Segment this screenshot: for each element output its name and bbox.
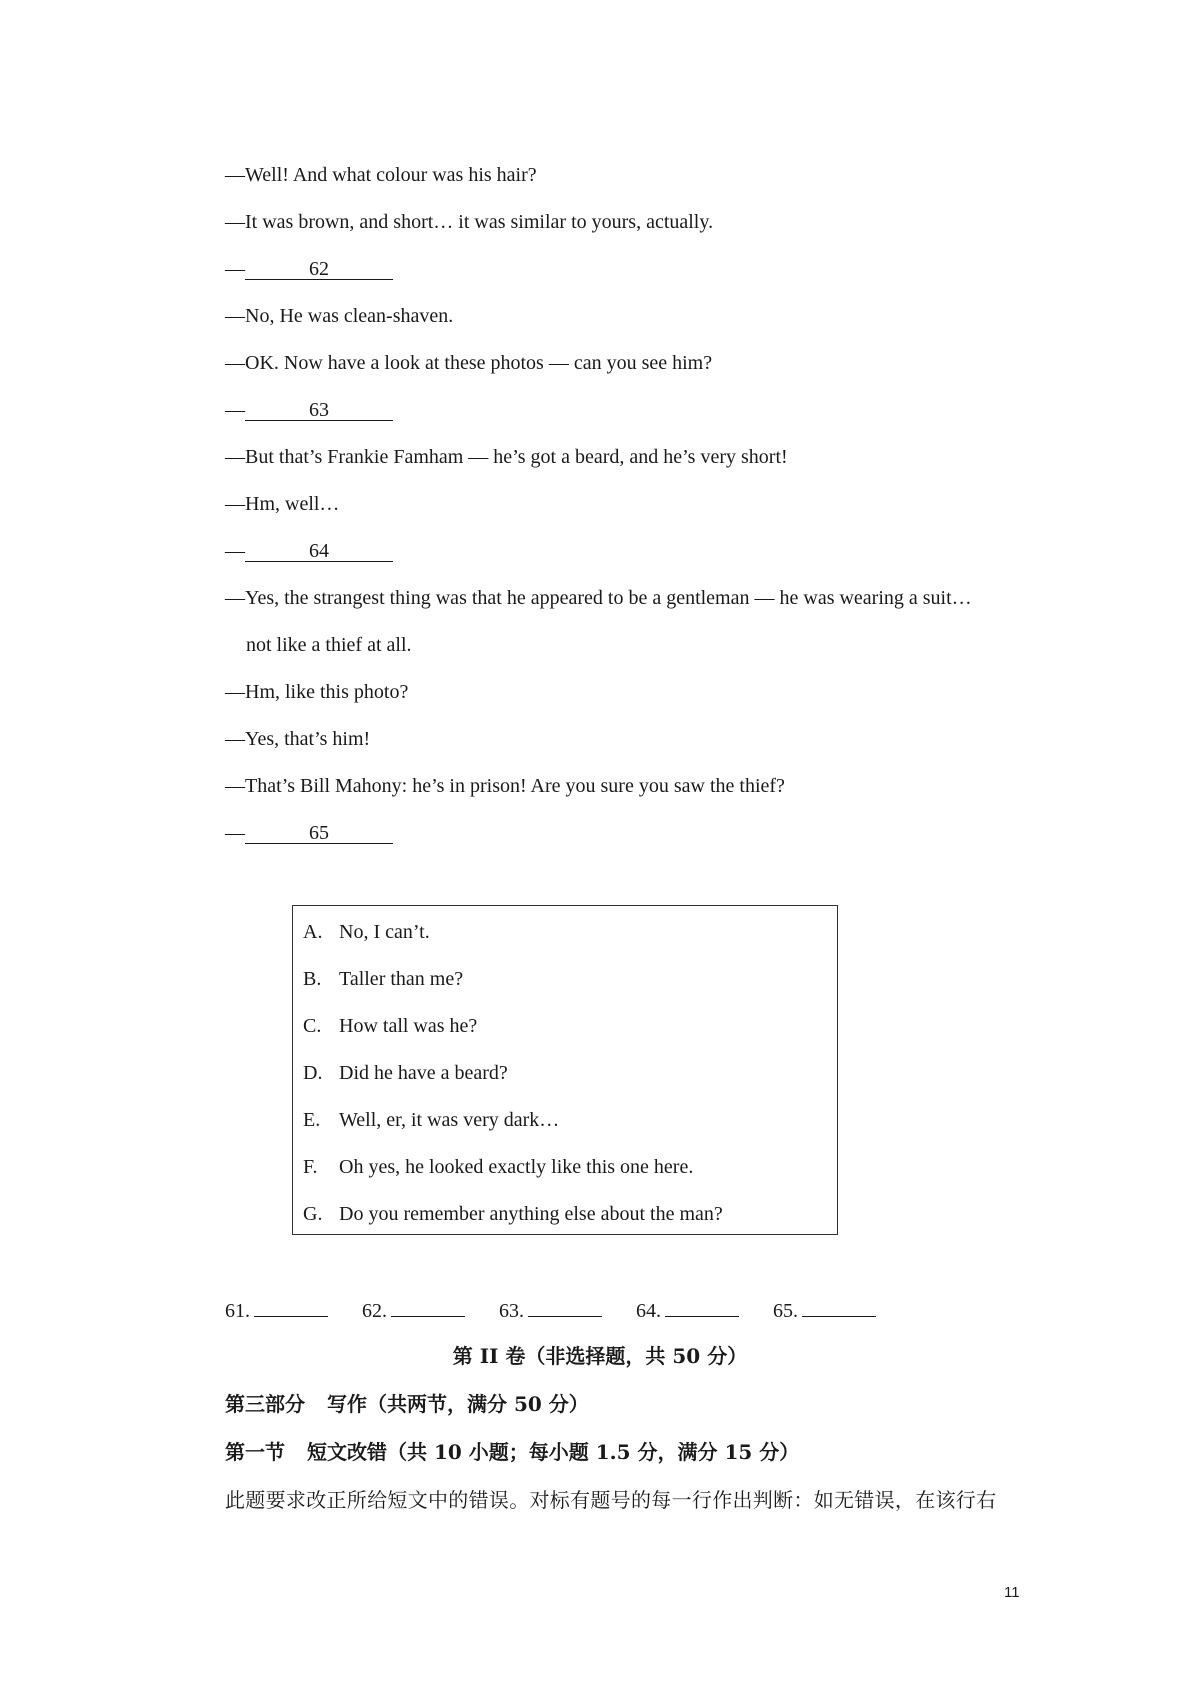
dialogue-line: —Well! And what colour was his hair? [225,164,537,186]
dialogue-dash: — [225,822,245,844]
answer-blank-65[interactable]: 65 [245,823,393,844]
option-text: Oh yes, he looked exactly like this one here. [339,1156,694,1178]
section-heading-text: 短文改错（共 10 小题；每小题 1.5 分，满分 15 分） [307,1440,800,1464]
option-g [303,1202,723,1226]
answer-line[interactable] [528,1298,602,1317]
option-text: Well, er, it was very dark… [339,1109,560,1131]
dialogue-line: —But that’s Frankie Famham — he’s got a beard, and he’s very short! [225,446,788,468]
answer-item-61 [225,1298,328,1323]
option-f [303,1155,693,1179]
answer-line[interactable] [391,1298,465,1317]
dialogue-line: —No, He was clean-shaven. [225,305,454,327]
option-text: Taller than me? [339,968,464,990]
instruction-text: 此题要求改正所给短文中的错误。对标有题号的每一行作出判断：如无错误，在该行右 [225,1488,997,1512]
dialogue-line-continued: not like a thief at all. [246,634,412,656]
option-a [303,920,430,944]
option-text: Did he have a beard? [339,1062,508,1084]
part-heading-label: 第三部分 [225,1392,305,1416]
answer-blank-62[interactable]: 62 [245,259,393,280]
option-letter: B. [303,968,322,990]
dialogue-dash: — [225,540,245,562]
option-d [303,1061,508,1085]
option-b [303,967,463,991]
answer-item-65 [773,1298,876,1323]
answer-item-63 [499,1298,602,1323]
option-c [303,1014,477,1038]
answer-line[interactable] [802,1298,876,1317]
section-title: 第 II 卷（非选择题，共 50 分） [452,1344,748,1368]
dialogue-dash: — [225,399,245,421]
option-text: How tall was he? [339,1015,478,1037]
option-text: No, I can’t. [339,921,430,943]
answer-number: 63. [499,1300,524,1322]
option-text: Do you remember anything else about the man? [339,1203,723,1225]
dialogue-line: —It was brown, and short… it was similar to yours, actually. [225,211,714,233]
answer-item-62 [362,1298,465,1323]
answer-number: 64. [636,1300,661,1322]
answer-item-64 [636,1298,739,1323]
answer-number: 61. [225,1300,250,1322]
option-letter: D. [303,1062,323,1084]
option-letter: E. [303,1109,321,1131]
dialogue-line: —That’s Bill Mahony: he’s in prison! Are you sure you saw the thief? [225,775,785,797]
dialogue-line: —Yes, the strangest thing was that he appeared to be a gentleman — he was wearing a suit… [225,587,972,609]
answer-line[interactable] [254,1298,328,1317]
dialogue-blank-line [225,821,393,845]
answer-blank-64[interactable]: 64 [245,541,393,562]
part-heading-text: 写作（共两节，满分 50 分） [327,1392,589,1416]
option-letter: F. [303,1156,318,1178]
answer-blank-63[interactable]: 63 [245,400,393,421]
section-heading [225,1440,799,1464]
option-letter: C. [303,1015,322,1037]
part-heading [225,1392,589,1416]
dialogue-blank-line [225,398,393,422]
option-letter: G. [303,1203,323,1225]
dialogue-line: —Yes, that’s him! [225,728,371,750]
dialogue-blank-line [225,257,393,281]
options-box [292,905,838,1235]
page-number: 11 [1004,1584,1020,1601]
answer-line[interactable] [665,1298,739,1317]
option-letter: A. [303,921,323,943]
dialogue-blank-line [225,539,393,563]
answer-number: 65. [773,1300,798,1322]
answer-number: 62. [362,1300,387,1322]
dialogue-line: —Hm, well… [225,493,340,515]
section-heading-label: 第一节 [225,1440,285,1464]
dialogue-dash: — [225,258,245,280]
option-e [303,1108,559,1132]
dialogue-line: —Hm, like this photo? [225,681,409,703]
dialogue-line: —OK. Now have a look at these photos — can you see him? [225,352,713,374]
